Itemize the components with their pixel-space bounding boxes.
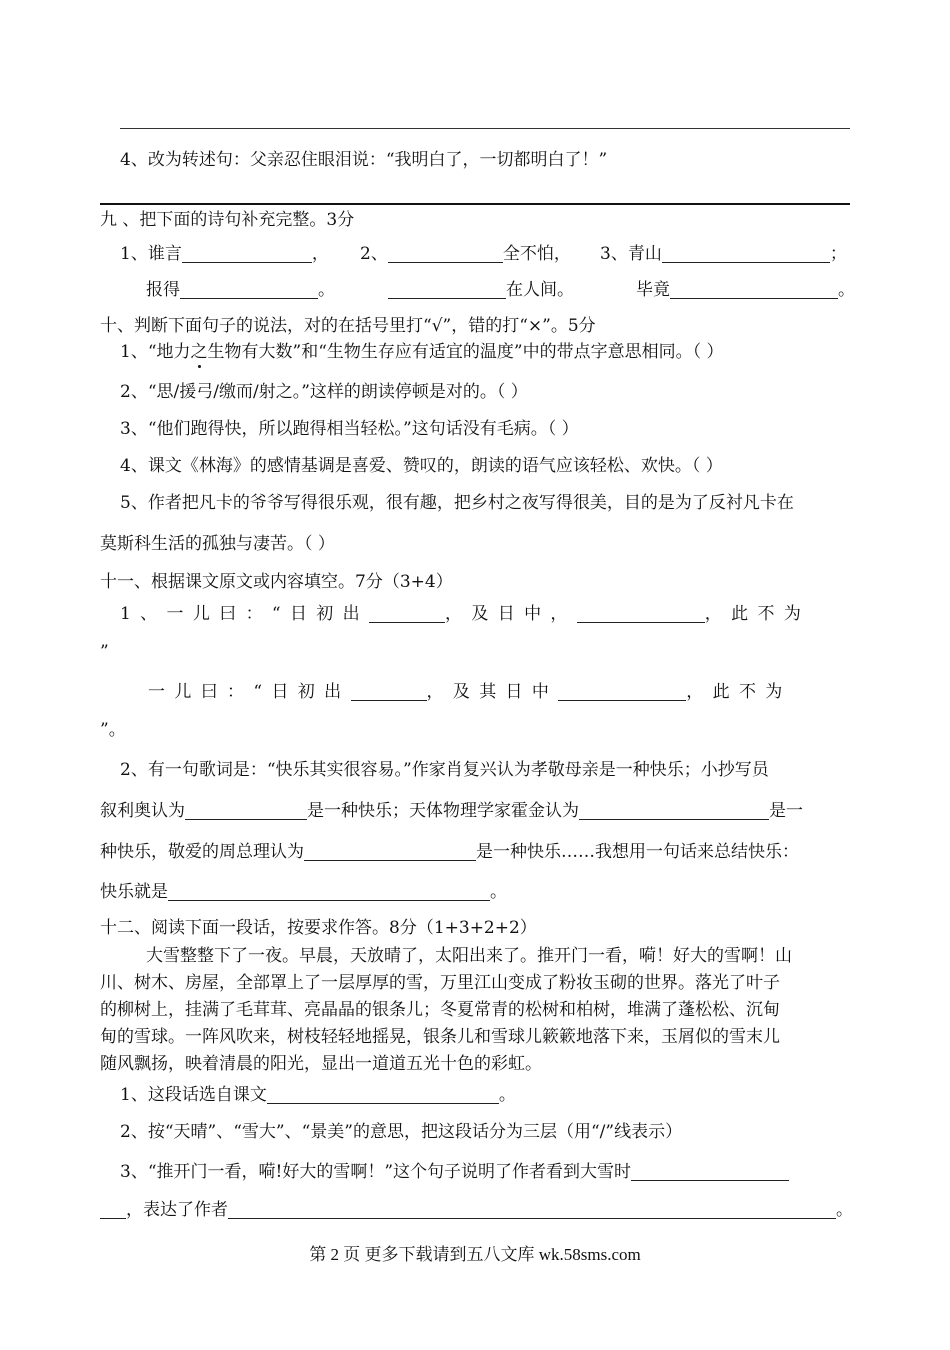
blank[interactable] (267, 1085, 499, 1104)
q9-row1-b: 2、 全不怕， (360, 244, 571, 264)
q12-question2: 2、按“天晴”、“雪大”、“景美”的意思，把这段话分为三层（用“/”线表示） (120, 1122, 683, 1142)
q12-passage-line: 川、树木、房屋，全部罩上了一层厚厚的雪，万里江山变成了粉妆玉砌的世界。落光了叶子 (100, 973, 780, 993)
q10-item4: 4、课文《林海》的感情基调是喜爱、赞叹的，朗读的语气应该轻松、欢快。（ ） (120, 456, 723, 476)
q11-item1-line1: 1、一儿曰：“日初出 ，及日中， ，此不为 (120, 604, 811, 624)
q9-row2-a: 报得 。 (146, 280, 335, 300)
q8-item4: 4、改为转述句：父亲忍住眼泪说：“我明白了，一切都明白了！” (120, 150, 608, 170)
blank[interactable] (558, 682, 686, 701)
blank[interactable] (228, 1200, 836, 1219)
emphasis-dot-char: 之 (190, 342, 208, 362)
q9-row1-c: 3、青山 ； (600, 244, 847, 264)
q12-passage-line: 随风飘扬，映着清晨的阳光，显出一道道五光十色的彩虹。 (100, 1054, 542, 1074)
q11-item1-quote-close: ” (100, 642, 109, 662)
page-footer: 第 2 页 更多下载请到五八文库 wk.58sms.com (309, 1245, 641, 1264)
q9-heading: 九 、把下面的诗句补充完整。3分 (100, 210, 355, 230)
q12-question3-line1: 3、“推开门一看，嗬!好大的雪啊！”这个句子说明了作者看到大雪时 (120, 1160, 789, 1184)
blank[interactable] (388, 280, 506, 299)
q11-item1-line2: 一儿曰：“日初出 ，及其日中 ，此不为 (148, 682, 792, 702)
q12-passage-line: 大雪整整下了一夜。早晨，天放晴了，太阳出来了。推开门一看，嗬！好大的雪啊！山 (146, 946, 792, 966)
q11-item2-line2: 叙利奥认为 是一种快乐；天体物理学家霍金认为 是一 (100, 801, 803, 821)
q10-item5-line2: 莫斯科生活的孤独与凄苦。（ ） (100, 534, 335, 554)
answer-line (120, 128, 850, 129)
q10-heading: 十、判断下面句子的说法，对的在括号里打“√”，错的打“×”。5分 (100, 316, 596, 336)
q10-item3: 3、“他们跑得快，所以跑得相当轻松。”这句话没有毛病。（ ） (120, 419, 579, 439)
q12-passage-line: 的柳树上，挂满了毛茸茸、亮晶晶的银条儿；冬夏常青的松树和柏树，堆满了蓬松松、沉甸 (100, 1000, 780, 1020)
blank[interactable] (662, 244, 830, 263)
blank[interactable] (631, 1162, 789, 1181)
q9-row1: 1、谁言 ， (120, 244, 329, 264)
q12-question3-line2: ，表达了作者 。 (100, 1198, 853, 1222)
blank[interactable] (388, 244, 503, 263)
blank[interactable] (577, 604, 705, 623)
q11-item1-end: ”。 (100, 720, 126, 740)
q10-item5-line1: 5、作者把凡卡的爷爷写得很乐观，很有趣，把乡村之夜写得很美，目的是为了反衬凡卡在 (120, 493, 794, 513)
blank[interactable] (182, 244, 312, 263)
q12-passage-line: 甸的雪球。一阵风吹来，树枝轻轻地摇晃，银条儿和雪球儿簌簌地落下来，玉屑似的雪末儿 (100, 1027, 780, 1047)
blank[interactable] (100, 1200, 126, 1219)
blank[interactable] (180, 280, 318, 299)
q10-item1: 1、“地力之生物有大数”和“生物生存应有适宜的温度”中的带点字意思相同。（ ） (120, 342, 724, 362)
q11-item2-line1: 2、有一句歌词是：“快乐其实很容易。”作家肖复兴认为孝敬母亲是一种快乐；小抄写员 (120, 760, 769, 780)
blank[interactable] (185, 801, 307, 820)
q11-item2-line3: 种快乐，敬爱的周总理认为 是一种快乐……我想用一句话来总结快乐： (100, 842, 799, 862)
blank[interactable] (168, 882, 490, 901)
q9-row2-c: 毕竟 。 (636, 280, 855, 300)
blank[interactable] (579, 801, 769, 820)
blank[interactable] (351, 682, 427, 701)
q12-heading: 十二、阅读下面一段话，按要求作答。8分（1+3+2+2） (100, 918, 537, 938)
q11-item2-line4: 快乐就是 。 (100, 882, 507, 902)
blank[interactable] (304, 842, 476, 861)
blank[interactable] (369, 604, 445, 623)
q12-question1: 1、这段话选自课文 。 (120, 1085, 516, 1105)
blank[interactable] (670, 280, 838, 299)
q9-row2-b: 在人间。 (388, 278, 574, 302)
q10-item2: 2、“思/援弓/缴而/射之。”这样的朗读停顿是对的。（ ） (120, 382, 528, 402)
q11-heading: 十一、根据课文原文或内容填空。7分（3+4） (100, 572, 453, 592)
section-divider (100, 203, 850, 205)
